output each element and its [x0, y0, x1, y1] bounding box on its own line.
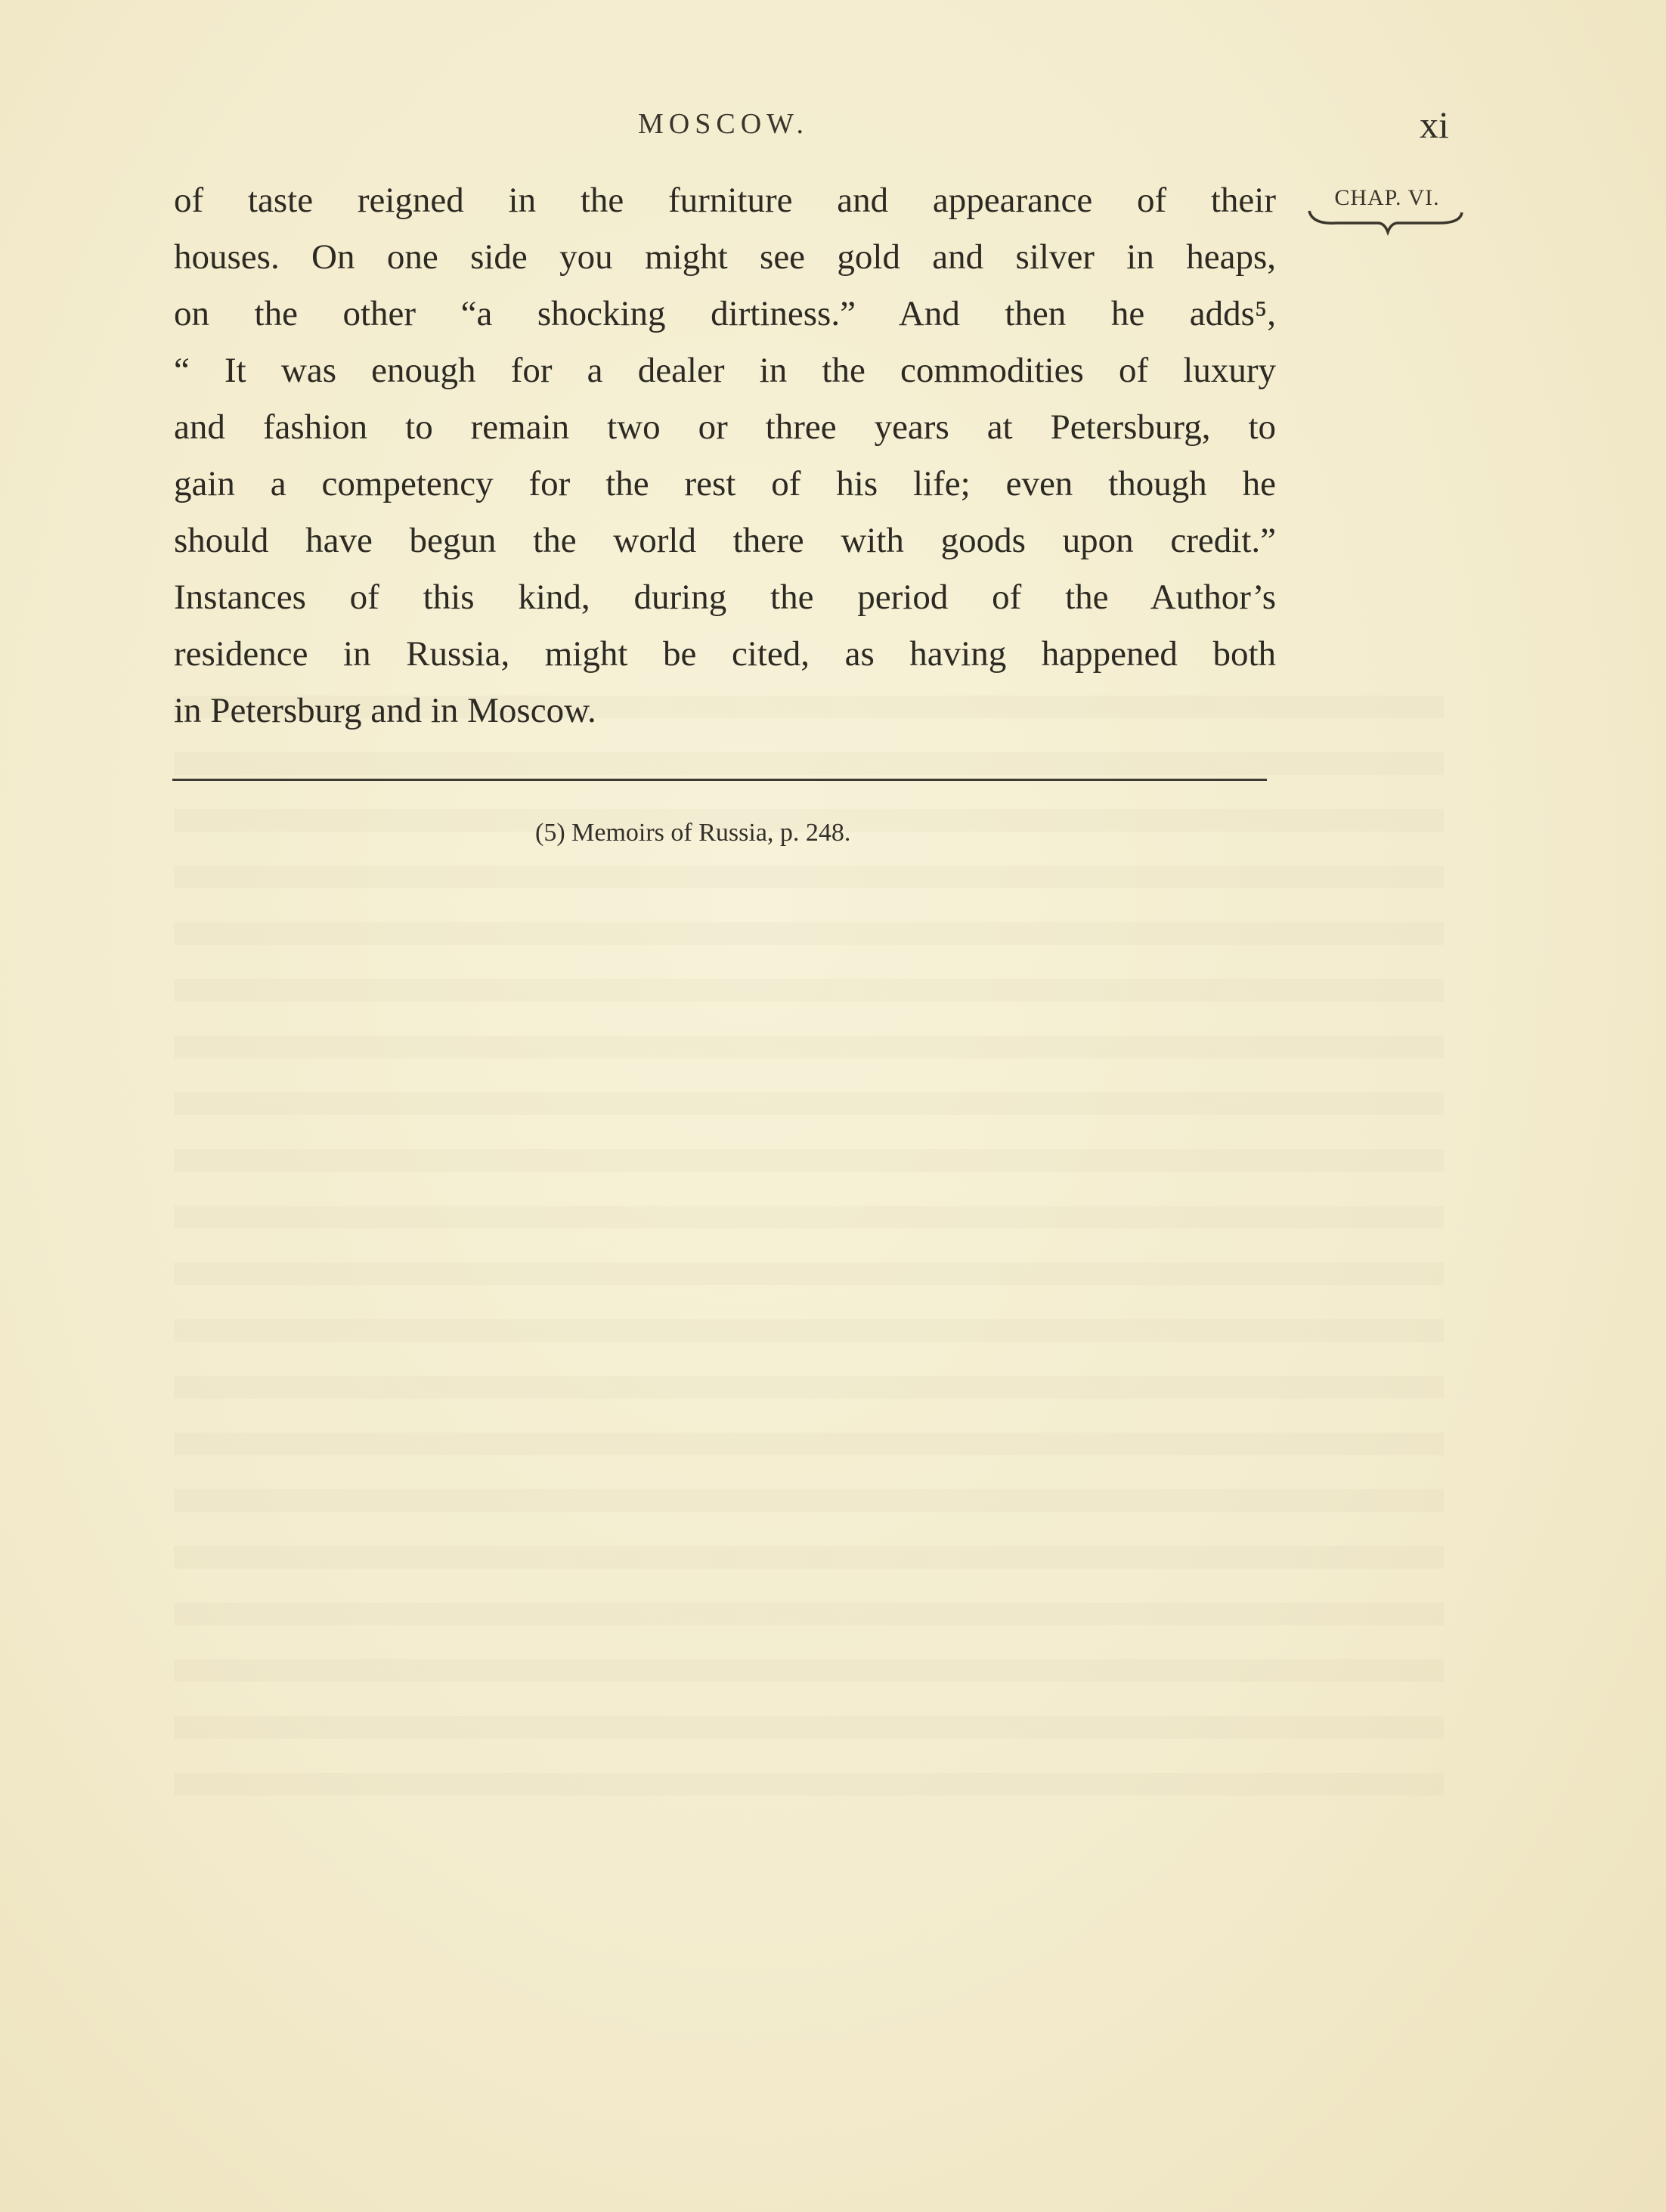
running-head: MOSCOW.	[638, 108, 810, 140]
brace-icon	[1306, 208, 1465, 238]
footnote-rule	[172, 779, 1267, 781]
text-line: “ It was enough for a dealer in the commodities of luxury	[174, 351, 1276, 390]
text-line: Instances of this kind, during the period of the Author’s	[174, 578, 1276, 617]
chapter-margin-note: CHAP. VI.	[1334, 185, 1440, 210]
show-through-text	[174, 696, 1444, 1829]
text-line: should have begun the world there with goods upon credit.”	[174, 521, 1276, 560]
text-line: residence in Russia, might be cited, as having happened both	[174, 634, 1276, 674]
body-text	[174, 172, 1276, 739]
text-line: on the other “a shocking dirtiness.” And then he adds⁵,	[174, 294, 1276, 333]
footnote: (5) Memoirs of Russia, p. 248.	[535, 819, 851, 847]
page-number: xi	[1420, 104, 1449, 146]
text-line: gain a competency for the rest of his life; even though he	[174, 464, 1276, 503]
text-line: in Petersburg and in Moscow.	[174, 691, 596, 730]
text-line: of taste reigned in the furniture and appearance of their	[174, 181, 1276, 220]
text-line: houses. On one side you might see gold and silver in heaps,	[174, 237, 1276, 277]
text-line: and fashion to remain two or three years at Petersburg, to	[174, 407, 1276, 447]
